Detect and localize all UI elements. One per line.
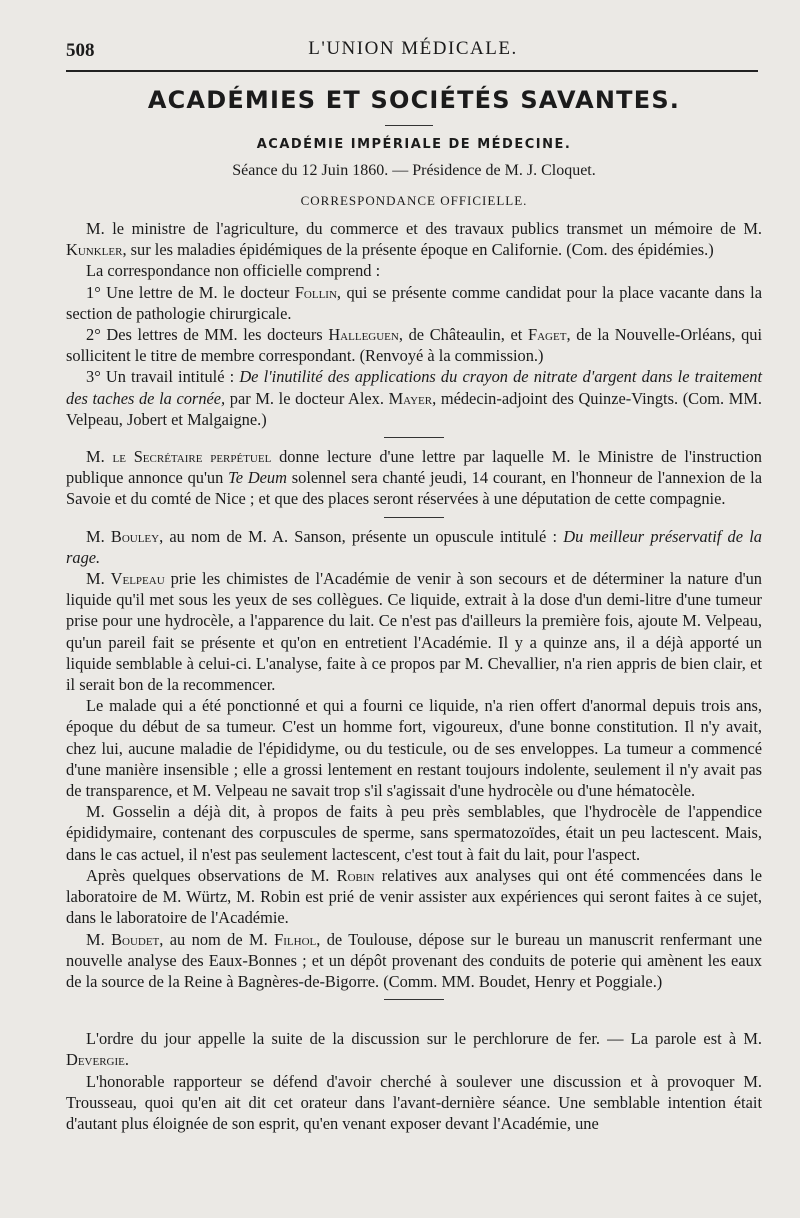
paragraph: Après quelques observations de M. Robin relatives aux analyses qui ont été commencées dans le laboratoire de M. Würtz, M. Robin est prié de venir assister aux expériences qui seront faites à ce sujet, dans le laboratoire de l'Académie. xyxy=(66,865,762,928)
paragraph: M. Bouley, au nom de M. A. Sanson, présente un opuscule intitulé : Du meilleur préservatif de la rage. xyxy=(66,526,762,567)
section-divider xyxy=(384,437,444,438)
paragraph: M. Boudet, au nom de M. Filhol, de Toulouse, dépose sur le bureau un manuscrit renfermant une nouvelle analyse des Eaux-Bonnes ; et un dépôt provenant des conduits de poterie qui amènent les eaux de la source de la Reine à Bagnères-de-Bigorre. (Comm. MM. Boudet, Henry et Poggiale.) xyxy=(66,929,762,991)
paragraph: M. le ministre de l'agriculture, du commerce et des travaux publics transmet un mémoire de M. Kunkler, sur les maladies épidémiques de la présente époque en Californie. (Com. des épidémies.) xyxy=(66,219,762,260)
correspondence-heading: CORRESPONDANCE OFFICIELLE. xyxy=(300,193,528,208)
page-header xyxy=(66,34,760,64)
section-divider xyxy=(384,517,444,518)
paragraph: 3° Un travail intitulé : De l'inutilité des applications du crayon de nitrate d'argent dans le traitement des taches de la cornée, par M. le docteur Alex. Mayer, médecin-adjoint des Quinze-Vingts. (Com. MM. Velpeau, Jobert et Malgaigne.) xyxy=(66,367,763,429)
paragraph: L'ordre du jour appelle la suite de la discussion sur le perchlorure de fer. — La parole est à M. Devergie. xyxy=(66,1029,762,1070)
session-line: Séance du 12 Juin 1860. — Présidence de M. J. Cloquet. xyxy=(232,162,596,179)
paragraph: 2° Des lettres de MM. les docteurs Halleguen, de Châteaulin, et Faget, de la Nouvelle-Orléans, qui sollicitent le titre de membre correspondant. (Renvoyé à la commission.) xyxy=(66,325,763,366)
paragraph: M. le Secrétaire perpétuel donne lecture d'une lettre par laquelle M. le Ministre de l'instruction publique annonce qu'un Te Deum solennel sera chanté jeudi, 14 courant, en l'honneur de l'annexion de la Savoie et du comté de Nice ; et que des places seront réservées à une députation de cette compagnie. xyxy=(66,447,763,509)
paragraph: La correspondance non officielle comprend : xyxy=(86,261,381,281)
paragraph: Le malade qui a été ponctionné et qui a fourni ce liquide, n'a rien offert d'anormal depuis trois ans, époque du début de sa tumeur. C'est un homme fort, vigoureux, d'une bonne constitution. Il n'y avait, chez lui, aucune maladie de l'épididyme, ou du testicule, ou de ses enveloppes. La tumeur a commencé d'une manière insensible ; elle a grossi lentement en restant toujours indolente, seulement il n'y avait pas de transparence, et M. Velpeau ne savait trop s'il s'agissait d'une hydrocèle ou d'une hématocèle. xyxy=(66,696,762,801)
paragraph: L'honorable rapporteur se défend d'avoir cherché à soulever une discussion et à provoquer M. Trousseau, quoi qu'en ait dit cet orateur dans l'avant-dernière séance. Une semblable intention était d'autant plus éloignée de son esprit, qu'en venant exposer devant l'Académie, une xyxy=(66,1071,762,1133)
paragraph: M. Gosselin a déjà dit, à propos de faits à peu près semblables, que l'hydrocèle de l'appendice épididymaire, contenant des corpuscules de sperme, sans spermatozoïdes, était un peu lactescent. Mais, dans le cas actuel, il n'est pas seulement lactescent, c'est tout à fait du lait, pour l'aspect. xyxy=(66,802,762,864)
title-divider xyxy=(385,125,433,126)
academy-name: ACADÉMIE IMPÉRIALE DE MÉDECINE. xyxy=(256,137,572,152)
section-divider xyxy=(384,999,444,1000)
header-rule xyxy=(66,70,758,72)
section-title: ACADÉMIES ET SOCIÉTÉS SAVANTES. xyxy=(147,86,681,114)
running-title: L'UNION MÉDICALE. xyxy=(308,38,518,59)
paragraph: 1° Une lettre de M. le docteur Follin, qui se présente comme candidat pour la place vacante dans la section de pathologie chirurgicale. xyxy=(66,282,762,323)
page-number: 508 xyxy=(66,40,95,61)
article-body xyxy=(66,218,762,1134)
paragraph: M. Velpeau prie les chimistes de l'Académie de venir à son secours et de déterminer la nature d'un liquide qu'il met sous les yeux de ses collègues. Ce liquide, extrait à la dose d'un demi-litre d'une tumeur prise pour une hydrocèle, a l'apparence du lait. Ce n'est pas d'ailleurs la première fois, ajoute M. Velpeau, qu'un pareil fait se présente et qu'on en entretient l'Académie. Il y a quinze ans, il a déjà apporté un liquide semblable à celui-ci. L'analyse, faite à ce propos par M. Chevallier, n'a rien appris de bien clair, et il serait bon de la recommencer. xyxy=(66,569,762,695)
